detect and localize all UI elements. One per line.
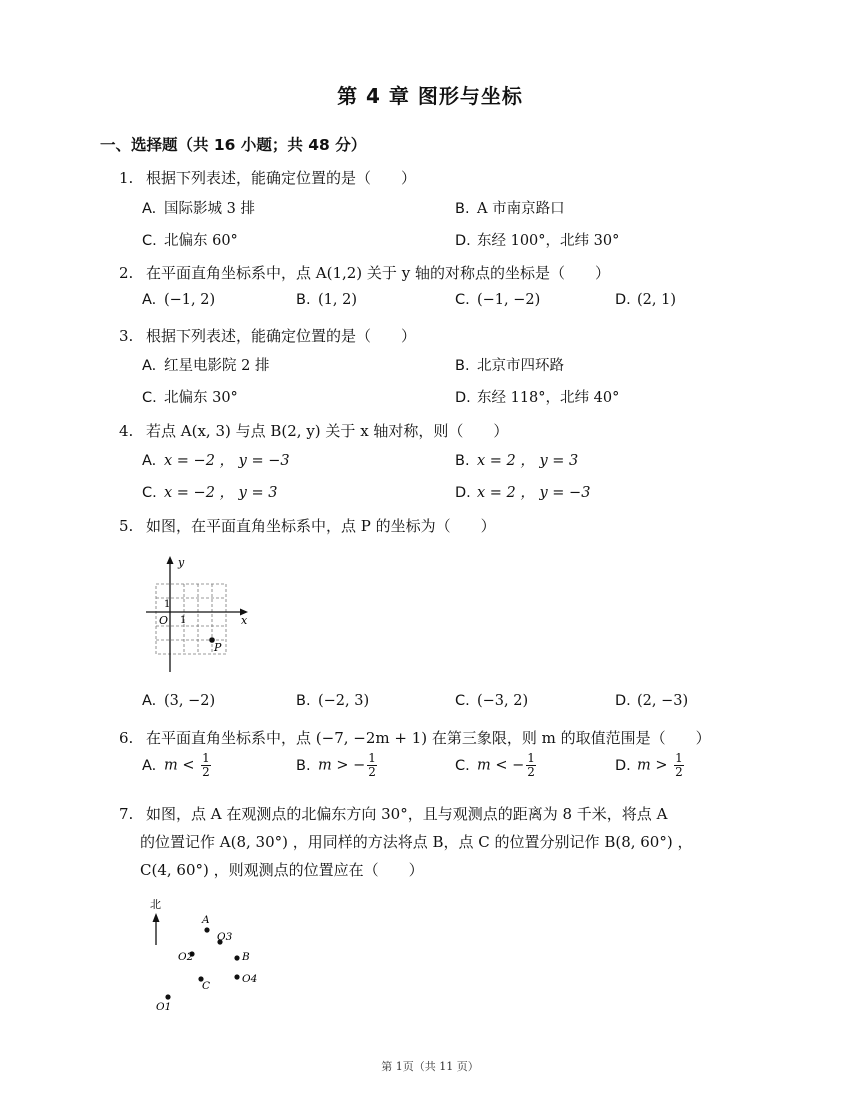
question-2 xyxy=(119,262,610,283)
q4-option-c[interactable]: C. x = −2 ， y = 3 xyxy=(142,485,278,501)
q4-option-a[interactable]: A. x = −2 ， y = −3 xyxy=(142,453,290,469)
q3-option-d[interactable]: D. 东经 118°，北纬 40° xyxy=(455,390,620,406)
question-number: 4. xyxy=(119,422,134,440)
q1-option-a[interactable]: A. 国际影城 3 排 xyxy=(142,201,255,217)
question-text: 在平面直角坐标系中，点 A(1,2) 关于 y 轴的对称点的坐标是（ ） xyxy=(146,264,610,282)
q1-option-b[interactable]: B. A 市南京路口 xyxy=(455,201,565,217)
q6-option-d[interactable]: D. m > $\frac{1}{2}$ xyxy=(615,751,683,779)
y-axis-label: y xyxy=(178,556,185,569)
q2-option-d[interactable]: D. (2, 1) xyxy=(615,292,676,308)
q1-option-c[interactable]: C. 北偏东 60° xyxy=(142,233,238,249)
q3-option-c[interactable]: C. 北偏东 30° xyxy=(142,390,238,406)
question-5 xyxy=(119,515,496,536)
q6-option-b[interactable]: B. m > − $\frac{1}{2}$ xyxy=(296,751,376,779)
question-number: 3. xyxy=(119,327,134,345)
x-axis-label: x xyxy=(241,614,248,627)
question-number: 5. xyxy=(119,517,134,535)
question-6 xyxy=(119,727,711,748)
question-text: 在平面直角坐标系中，点 (−7, −2m + 1) 在第三象限，则 m 的取值范围是（ ） xyxy=(146,729,711,747)
q2-option-c[interactable]: C. (−1, −2) xyxy=(455,292,541,308)
question-text: 若点 A(x, 3) 与点 B(2, y) 关于 x 轴对称，则（ ） xyxy=(146,422,509,440)
q3-option-b[interactable]: B. 北京市四环路 xyxy=(455,358,564,374)
question-7-line-2: 的位置记作 A(8, 30°) ，用同样的方法将点 B，点 C 的位置分别记作 B(8, 60°) ， xyxy=(140,833,693,851)
point-o3-label: O3 xyxy=(217,931,233,943)
question-7 xyxy=(119,803,667,824)
q5-option-c[interactable]: C. (−3, 2) xyxy=(455,693,529,709)
page-footer: 第 1页（共 11 页） xyxy=(381,1060,479,1073)
q2-option-b[interactable]: B. (1, 2) xyxy=(296,292,357,308)
question-number: 6. xyxy=(119,729,134,747)
point-o1-label: O1 xyxy=(156,1001,172,1013)
question-4 xyxy=(119,420,508,441)
question-1 xyxy=(119,167,416,188)
observation-points-figure xyxy=(140,893,280,1018)
q3-option-a[interactable]: A. 红星电影院 2 排 xyxy=(142,358,270,374)
question-text: 根据下列表述，能确定位置的是（ ） xyxy=(146,169,417,187)
origin-label: O xyxy=(159,614,169,627)
question-text: 如图，点 A 在观测点的北偏东方向 30°，且与观测点的距离为 8 千米，将点 A xyxy=(146,805,668,823)
point-b-label: B xyxy=(242,951,250,963)
q5-option-a[interactable]: A. (3, −2) xyxy=(142,693,216,709)
point-p-label: P xyxy=(214,641,222,654)
x-unit-label: 1 xyxy=(180,615,187,626)
section-heading: 一、选择题（共 16 小题；共 48 分） xyxy=(100,136,367,154)
q4-option-d[interactable]: D. x = 2 ， y = −3 xyxy=(455,485,591,501)
q5-option-b[interactable]: B. (−2, 3) xyxy=(296,693,370,709)
question-number: 1. xyxy=(119,169,134,187)
q1-option-d[interactable]: D. 东经 100°，北纬 30° xyxy=(455,233,620,249)
q4-option-b[interactable]: B. x = 2 ， y = 3 xyxy=(455,453,579,469)
q6-option-a[interactable]: A. m < $\frac{1}{2}$ xyxy=(142,751,210,779)
point-o2-label: O2 xyxy=(178,951,194,963)
q5-option-d[interactable]: D. (2, −3) xyxy=(615,693,689,709)
point-o4-label: O4 xyxy=(242,973,258,985)
q2-option-a[interactable]: A. (−1, 2) xyxy=(142,292,216,308)
page-title: 第 4 章 图形与坐标 xyxy=(337,84,523,108)
point-c-label: C xyxy=(202,980,211,992)
coordinate-grid-figure xyxy=(140,548,260,678)
question-text: 如图，在平面直角坐标系中，点 P 的坐标为（ ） xyxy=(146,517,496,535)
point-a-label: A xyxy=(202,914,210,926)
question-number: 7. xyxy=(119,805,134,823)
y-unit-label: 1 xyxy=(164,599,171,610)
q6-option-c[interactable]: C. m < − $\frac{1}{2}$ xyxy=(455,751,535,779)
question-7-line-3: C(4, 60°) ，则观测点的位置应在（ ） xyxy=(140,861,424,879)
question-text: 根据下列表述，能确定位置的是（ ） xyxy=(146,327,417,345)
question-number: 2. xyxy=(119,264,134,282)
north-label: 北 xyxy=(150,898,161,911)
question-3 xyxy=(119,325,416,346)
